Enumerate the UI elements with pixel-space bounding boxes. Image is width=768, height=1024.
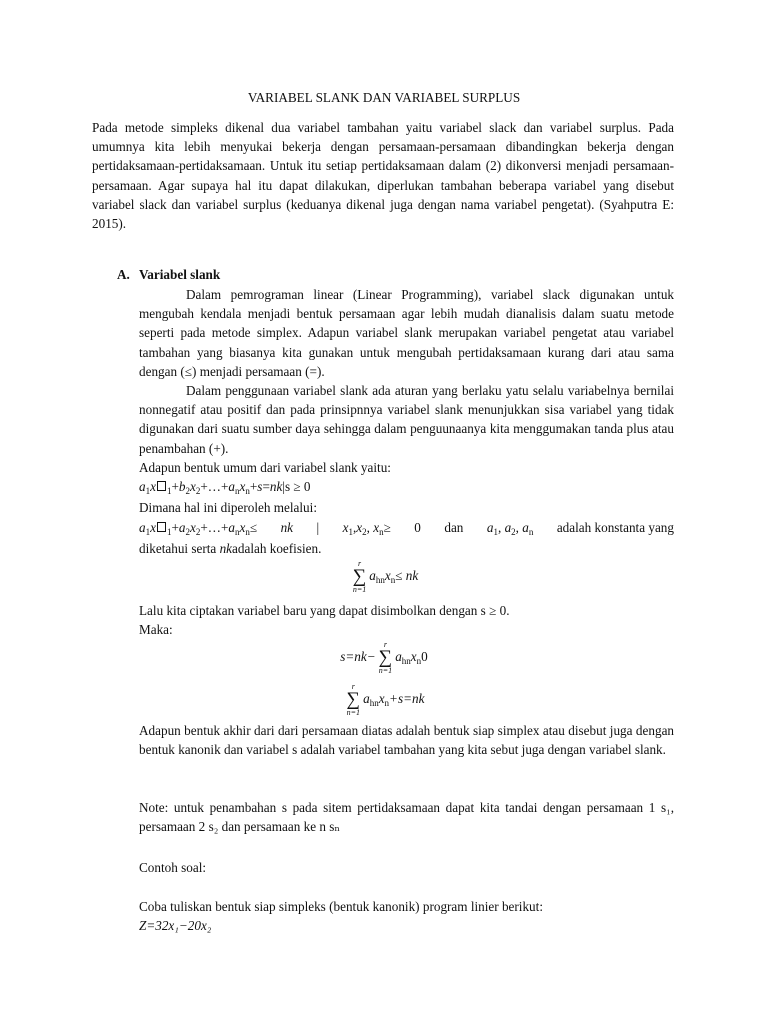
- eq1-tail: 0: [421, 649, 428, 665]
- sum-inequality: r ∑ n=1 $a_{hn}x_n\le$ nk: [352, 559, 419, 594]
- page-title: VARIABEL SLANK DAN VARIABEL SURPLUS: [247, 90, 521, 105]
- intro-line: dapat dilakukan, diperlukan tambahan beberapa variabel yang disebut variabel slack dan: [92, 177, 675, 212]
- sigma-symbol: r ∑ n=1: [378, 640, 393, 675]
- eq2-rhs: +s=nk: [389, 691, 425, 707]
- paragraph-line: Dalam penggunaan variabel slank ada aturan yang berlaku yatu selalu: [186, 383, 564, 398]
- sum-lower-limit: n=1: [346, 708, 361, 717]
- objective-function: Z=32x₁−20x₂: [139, 918, 212, 933]
- section-number: A.: [117, 267, 130, 282]
- note-line: Note: untuk penambahan s pada sitem pertidaksamaan dapat kita tandai dengan: [139, 800, 582, 815]
- intro-line: 2015).: [92, 216, 127, 232]
- missing-glyph-box: [157, 481, 166, 491]
- paragraph-line: dalam suatu metode seperti pada metode simplex. Adapun variabel slank merupakan: [139, 306, 675, 341]
- word-dan: dan: [444, 520, 464, 535]
- derived-tail: adalah konstanta yang: [556, 520, 674, 535]
- section-a-heading: [117, 265, 220, 284]
- sigma-symbol: r ∑ n=1: [346, 682, 361, 717]
- slank-paragraph-2: [139, 381, 674, 458]
- slank-paragraph-1: [139, 285, 674, 381]
- section-title: Variabel slank: [139, 267, 221, 282]
- sum-upper-limit: r: [351, 682, 355, 691]
- example-text: Coba tuliskan bentuk siap simpleks (bentuk kanonik) program linier berikut:: [139, 899, 543, 914]
- intro-line: dibandingkan bekerja dengan pertidaksamaan-pertidaksamaan. Untuk itu setiap: [92, 139, 674, 174]
- known-text-2: adalah koefisien.: [232, 541, 322, 556]
- new-var-condition: s ≥ 0.: [480, 603, 510, 618]
- sum-upper-limit: r: [357, 559, 362, 568]
- general-form-rhs: nk: [269, 479, 283, 494]
- intro-line: variabel surplus (keduanya dikenal juga dengan nama variabel pengetat). (Syahputra E:: [195, 196, 674, 212]
- paragraph-line: disebut juga dengan bentuk kanonik dan variabel s adalah variabel tambahan yang: [139, 723, 675, 758]
- paragraph-line: untuk mengubah kendala menjadi bentuk persamaan agar lebih mudah dianalisis: [139, 287, 675, 322]
- intro-line: pertidaksamaan dalam (2) dikonversi menjadi persamaan-persamaan. Agar supaya hal itu: [92, 158, 675, 193]
- derived-intro: Dimana hal ini diperoleh melalui:: [139, 500, 317, 515]
- missing-glyph-box: [157, 522, 166, 532]
- intro-line: surplus. Pada umumnya kita lebih menyukai bekerja dengan persamaan-persamaan: [92, 120, 674, 155]
- sum-upper-limit: r: [383, 640, 387, 649]
- sum-lower-limit: n=1: [378, 666, 393, 675]
- sum-lower-limit: n=1: [352, 585, 367, 594]
- sigma-symbol: r ∑ n=1: [352, 559, 367, 594]
- paragraph-line: Dalam pemrograman linear (Linear Programming), variabel slack digunakan: [186, 287, 635, 302]
- note-paragraph: [139, 798, 674, 836]
- paragraph-line: dalam penguunaanya kita menggumakan tanda plus atau penambahan (+).: [139, 421, 675, 456]
- known-line: [139, 539, 321, 558]
- paragraph-line: variabelnya bernilai nonnegatif atau positif dan pada prinsipnnya variabel slank: [139, 383, 674, 418]
- nk-symbol: nk: [219, 541, 233, 556]
- derived-formula: $a_1x$ $_1+a_2x_2+\dots+a_nx_n\le$ nk | $x_1,x_2$, $x_n\ge$ 0 dan $a_1$, $a_2$, $a_n$ adalah konstanta yang: [139, 518, 674, 542]
- new-variable-line: [139, 601, 510, 620]
- note-line: persamaan 1 s₁, persamaan 2 s₂ dan persamaan ke n sₙ: [139, 800, 675, 835]
- intro-line: Pada metode simpleks dikenal dua variabel tambahan yaitu variabel slack dan variabel: [92, 120, 593, 135]
- final-form-paragraph: [139, 721, 674, 759]
- paragraph-line: Adapun bentuk akhir dari dari persamaan diatas adalah bentuk siap simplex atau: [139, 723, 565, 738]
- slack-equation-2: r ∑ n=1 $a_{hn}x_n+s=nk$: [346, 682, 425, 717]
- sum-ineq-rhs: ≤ nk: [395, 568, 419, 584]
- paragraph-line: variabel pengetat atau variabel tambahan yang biasanya kita gunakan untuk: [139, 325, 674, 360]
- example-heading: Contoh soal:: [139, 860, 207, 875]
- paragraph-line: mengubah pertidaksamaan kurang dari atau sama dengan (≤) menjadi persamaan (=).: [139, 344, 675, 379]
- general-form-formula: $a_1x$ $_1+b_2x_2+\dots+a_nx_n+s=nk|s \ge 0$: [139, 479, 311, 496]
- eq1-lhs: s=nk−: [340, 649, 376, 665]
- intro-paragraph: [92, 118, 674, 233]
- general-form-condition: |s ≥ 0: [282, 479, 311, 494]
- new-var-text: Lalu kita ciptakan variabel baru yang dapat disimbolkan dengan: [139, 603, 478, 618]
- maka-label: Maka:: [139, 622, 173, 637]
- general-form-intro: Adapun bentuk umum dari variabel slank yaitu:: [139, 460, 391, 475]
- paragraph-line: menunjukkan sisa variabel yang tidak digunakan dari suatu sumber daya sehingga: [139, 402, 674, 437]
- slack-equation-1: s=nk− r ∑ n=1 $a_{hn}x_n0$: [340, 640, 428, 675]
- paragraph-line: kita sebut juga dengan variabel slank.: [467, 742, 666, 758]
- known-text-1: diketahui serta: [139, 541, 217, 556]
